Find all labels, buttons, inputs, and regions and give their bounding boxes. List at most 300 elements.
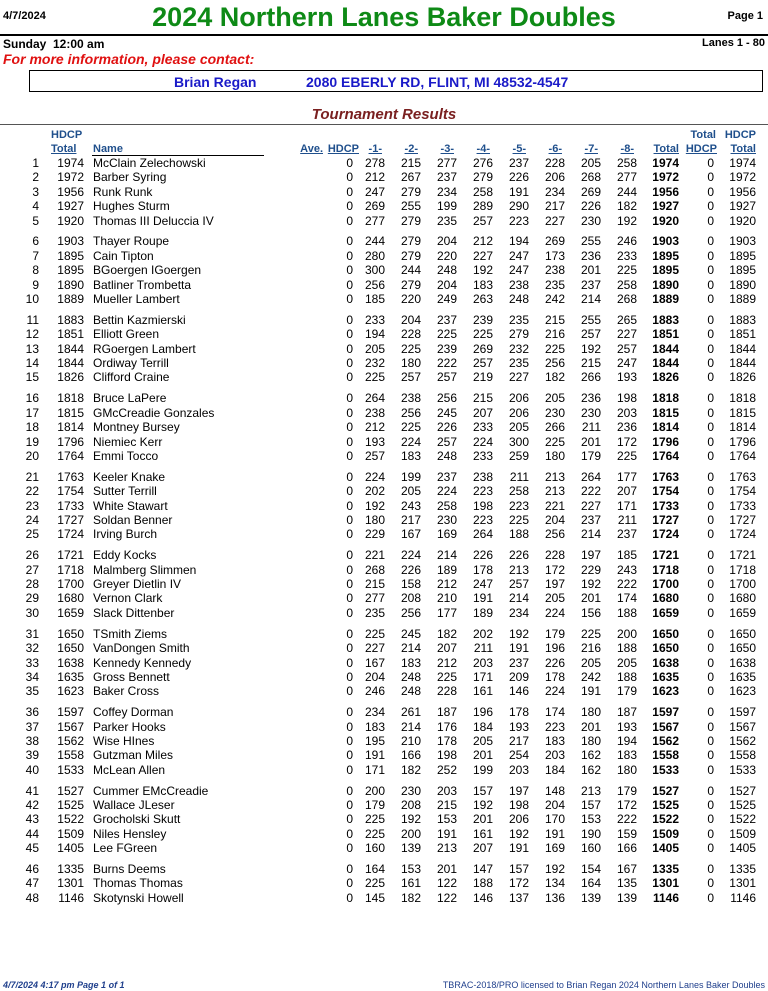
cell-game-8: 179	[616, 684, 637, 699]
cell-game-4: 223	[472, 512, 493, 527]
cell-game-4: 211	[473, 641, 493, 656]
cell-game-6: 228	[544, 156, 565, 170]
cell-game-5: 232	[508, 341, 529, 356]
cell-team-name: Slack Dittenber	[93, 605, 175, 620]
cell-hdcp-total-final: 1659	[729, 605, 756, 620]
cell-game-7: 201	[580, 434, 601, 449]
cell-total: 1889	[652, 292, 679, 307]
cell-game-8: 193	[616, 370, 637, 385]
cell-hdcp-total: 1844	[57, 356, 84, 371]
table-row	[0, 763, 768, 777]
cell-hdcp-total: 1844	[57, 341, 84, 356]
col-hdcp: HDCP	[327, 143, 359, 155]
cell-hdcp-total-final: 1522	[729, 812, 756, 827]
cell-team-name: TSmith Ziems	[93, 626, 168, 641]
cell-game-4: 188	[472, 876, 493, 891]
cell-game-3: 248	[436, 448, 457, 463]
cell-game-1: 179	[364, 798, 385, 813]
cell-game-8: 166	[616, 841, 637, 856]
table-row	[0, 720, 768, 734]
cell-game-7: 213	[580, 783, 601, 798]
cell-team-name: Batliner Trombetta	[93, 277, 192, 292]
cell-rank: 8	[32, 263, 39, 278]
cell-game-1: 233	[364, 312, 385, 327]
cell-rank: 23	[25, 498, 39, 513]
cell-game-3: 212	[436, 655, 457, 670]
table-row	[0, 798, 768, 812]
table-row	[0, 342, 768, 356]
cell-hdcp-total: 1754	[57, 484, 84, 499]
lanes-range: Lanes 1 - 80	[702, 37, 765, 49]
cell-game-6: 180	[544, 448, 565, 463]
cell-hdcp-total: 1724	[57, 527, 84, 542]
cell-game-6: 228	[544, 548, 565, 563]
cell-game-1: 195	[364, 733, 385, 748]
cell-game-4: 202	[472, 626, 493, 641]
cell-game-8: 225	[616, 263, 637, 278]
cell-total: 1796	[652, 434, 679, 449]
cell-game-4: 238	[472, 469, 493, 484]
cell-game-7: 269	[580, 184, 601, 199]
table-row	[0, 734, 768, 748]
col-game-8: -8-	[620, 143, 634, 155]
cell-game-7: 268	[580, 170, 601, 185]
cell-team-name: Wallace JLeser	[93, 798, 175, 813]
cell-game-1: 247	[364, 184, 385, 199]
col-total-hdcp: HDCP	[685, 143, 717, 155]
cell-game-7: 162	[580, 748, 601, 763]
cell-total-hdcp: 0	[707, 548, 714, 563]
cell-game-6: 224	[544, 684, 565, 699]
cell-game-1: 215	[364, 577, 385, 592]
cell-hdcp-total-final: 1635	[729, 669, 756, 684]
cell-game-6: 205	[544, 591, 565, 606]
cell-hdcp-total-final: 1718	[729, 562, 756, 577]
cell-game-5: 191	[508, 641, 529, 656]
cell-hdcp-total: 1562	[57, 733, 84, 748]
cell-game-4: 215	[472, 391, 493, 406]
cell-hdcp-total: 1814	[57, 420, 84, 435]
cell-team-name: Montney Bursey	[93, 420, 180, 435]
cell-game-2: 153	[400, 862, 421, 877]
cell-game-8: 192	[616, 213, 637, 228]
cell-rank: 17	[25, 405, 39, 420]
cell-hdcp: 0	[346, 391, 353, 406]
cell-rank: 26	[25, 548, 39, 563]
cell-hdcp-total: 1972	[57, 170, 84, 185]
cell-hdcp-total-final: 1721	[729, 548, 756, 563]
col-hdcp-total: Total	[51, 143, 77, 155]
cell-rank: 16	[25, 391, 39, 406]
cell-hdcp: 0	[346, 420, 353, 435]
cell-hdcp-total-final: 1533	[729, 762, 756, 777]
cell-game-8: 177	[616, 469, 637, 484]
cell-total-hdcp: 0	[707, 605, 714, 620]
cell-game-1: 300	[364, 263, 385, 278]
table-row	[0, 606, 768, 620]
cell-hdcp-total-final: 1650	[729, 626, 756, 641]
cell-game-3: 177	[436, 605, 457, 620]
col-hdcp-total2: Total	[730, 143, 756, 155]
page-number: Page 1	[727, 10, 763, 22]
cell-rank: 38	[25, 733, 39, 748]
cell-rank: 48	[25, 890, 39, 905]
cell-game-5: 235	[508, 312, 529, 327]
cell-hdcp: 0	[346, 512, 353, 527]
cell-hdcp: 0	[346, 705, 353, 720]
cell-game-7: 154	[580, 862, 601, 877]
cell-game-8: 185	[616, 548, 637, 563]
cell-game-8: 222	[616, 577, 637, 592]
cell-game-3: 249	[436, 292, 457, 307]
cell-game-7: 201	[580, 263, 601, 278]
cell-game-3: 225	[436, 669, 457, 684]
cell-game-4: 171	[472, 669, 493, 684]
cell-game-2: 244	[400, 263, 421, 278]
cell-game-2: 183	[400, 655, 421, 670]
cell-total: 1650	[652, 626, 679, 641]
cell-hdcp: 0	[346, 684, 353, 699]
cell-game-6: 184	[544, 762, 565, 777]
cell-game-7: 192	[580, 341, 601, 356]
cell-game-6: 215	[544, 312, 565, 327]
cell-hdcp-total: 1974	[57, 156, 84, 170]
cell-total-hdcp: 0	[707, 762, 714, 777]
cell-hdcp-total: 1525	[57, 798, 84, 813]
cell-game-8: 244	[616, 184, 637, 199]
cell-game-7: 164	[580, 876, 601, 891]
cell-game-1: 167	[364, 655, 385, 670]
cell-game-4: 191	[472, 591, 493, 606]
cell-team-name: Vernon Clark	[93, 591, 163, 606]
cell-team-name: Coffey Dorman	[93, 705, 174, 720]
cell-hdcp: 0	[346, 327, 353, 342]
table-row	[0, 406, 768, 420]
cell-game-5: 198	[508, 798, 529, 813]
cell-team-name: Emmi Tocco	[93, 448, 159, 463]
cell-total: 1718	[652, 562, 679, 577]
cell-game-1: 171	[364, 762, 385, 777]
table-row	[0, 356, 768, 370]
cell-game-1: 238	[364, 405, 385, 420]
cell-game-1: 191	[364, 748, 385, 763]
cell-hdcp-total-final: 1903	[729, 234, 756, 249]
cell-game-2: 257	[400, 370, 421, 385]
cell-total: 1920	[652, 213, 679, 228]
cell-game-6: 226	[544, 655, 565, 670]
report-time: 12:00 am	[53, 37, 105, 51]
table-row	[0, 812, 768, 826]
cell-game-6: 223	[544, 719, 565, 734]
cell-game-1: 212	[364, 420, 385, 435]
cell-total: 1851	[652, 327, 679, 342]
cell-team-name: GMcCreadie Gonzales	[93, 405, 215, 420]
cell-game-2: 199	[400, 469, 421, 484]
cell-game-1: 192	[364, 498, 385, 513]
cell-game-3: 257	[436, 434, 457, 449]
cell-total: 1974	[652, 156, 679, 170]
cell-game-2: 238	[400, 391, 421, 406]
cell-rank: 47	[25, 876, 39, 891]
cell-game-2: 225	[400, 341, 421, 356]
cell-game-1: 164	[364, 862, 385, 877]
cell-total-hdcp: 0	[707, 405, 714, 420]
cell-hdcp-total-final: 1623	[729, 684, 756, 699]
cell-game-7: 264	[580, 469, 601, 484]
cell-total-hdcp: 0	[707, 733, 714, 748]
cell-total: 1721	[652, 548, 679, 563]
cell-game-7: 214	[580, 292, 601, 307]
cell-hdcp: 0	[346, 876, 353, 891]
cell-rank: 15	[25, 370, 39, 385]
cell-rank: 24	[25, 512, 39, 527]
cell-game-3: 245	[436, 405, 457, 420]
cell-game-6: 221	[544, 498, 565, 513]
cell-total-hdcp: 0	[707, 312, 714, 327]
cell-game-3: 277	[436, 156, 457, 170]
table-row	[0, 249, 768, 263]
cell-game-6: 170	[544, 812, 565, 827]
cell-game-7: 211	[581, 420, 601, 435]
table-row	[0, 841, 768, 855]
cell-game-1: 277	[364, 213, 385, 228]
cell-game-6: 224	[544, 605, 565, 620]
cell-game-8: 265	[616, 312, 637, 327]
cell-game-7: 180	[580, 705, 601, 720]
cell-game-2: 279	[400, 277, 421, 292]
cell-game-5: 257	[508, 577, 529, 592]
cell-total: 1844	[652, 341, 679, 356]
cell-game-2: 256	[400, 605, 421, 620]
cell-game-1: 280	[364, 248, 385, 263]
cell-hdcp-total-final: 1558	[729, 748, 756, 763]
cell-hdcp: 0	[346, 655, 353, 670]
cell-rank: 29	[25, 591, 39, 606]
cell-hdcp-total: 1826	[57, 370, 84, 385]
cell-hdcp-total: 1567	[57, 719, 84, 734]
cell-game-8: 246	[616, 234, 637, 249]
cell-game-5: 258	[508, 484, 529, 499]
cell-hdcp: 0	[346, 469, 353, 484]
cell-game-4: 207	[472, 405, 493, 420]
cell-game-4: 192	[472, 263, 493, 278]
col-game-7: -7-	[584, 143, 598, 155]
cell-hdcp-total-final: 1844	[729, 356, 756, 371]
cell-game-3: 248	[436, 263, 457, 278]
table-row	[0, 214, 768, 228]
cell-game-1: 225	[364, 626, 385, 641]
cell-team-name: Barber Syring	[93, 170, 167, 185]
cell-game-1: 256	[364, 277, 385, 292]
cell-game-5: 217	[508, 733, 529, 748]
cell-rank: 33	[25, 655, 39, 670]
cell-game-7: 201	[580, 719, 601, 734]
cell-hdcp-total-final: 1405	[729, 841, 756, 856]
cell-game-4: 201	[472, 748, 493, 763]
cell-game-4: 147	[472, 862, 493, 877]
cell-hdcp-total-final: 1920	[729, 213, 756, 228]
cell-hdcp: 0	[346, 812, 353, 827]
cell-game-3: 210	[436, 591, 457, 606]
cell-game-4: 205	[472, 733, 493, 748]
cell-rank: 44	[25, 826, 39, 841]
cell-total: 1927	[652, 199, 679, 214]
table-row	[0, 548, 768, 562]
cell-total: 1301	[652, 876, 679, 891]
table-row	[0, 263, 768, 277]
table-row	[0, 591, 768, 605]
cell-rank: 20	[25, 448, 39, 463]
table-row	[0, 234, 768, 248]
cell-game-7: 255	[580, 312, 601, 327]
cell-game-3: 234	[436, 184, 457, 199]
cell-game-5: 290	[508, 199, 529, 214]
cell-game-4: 146	[472, 890, 493, 905]
cell-game-4: 161	[472, 684, 493, 699]
cell-hdcp-total: 1650	[57, 626, 84, 641]
cell-hdcp: 0	[346, 826, 353, 841]
cell-game-2: 224	[400, 548, 421, 563]
cell-game-6: 225	[544, 434, 565, 449]
cell-total-hdcp: 0	[707, 391, 714, 406]
cell-total: 1818	[652, 391, 679, 406]
cell-game-4: 178	[472, 562, 493, 577]
cell-hdcp-total-final: 1851	[729, 327, 756, 342]
cell-rank: 1	[32, 156, 39, 170]
cell-hdcp: 0	[346, 341, 353, 356]
cell-total: 1895	[652, 248, 679, 263]
cell-rank: 28	[25, 577, 39, 592]
cell-game-2: 205	[400, 484, 421, 499]
cell-game-7: 222	[580, 484, 601, 499]
cell-team-name: White Stawart	[93, 498, 168, 513]
cell-game-2: 161	[400, 876, 421, 891]
cell-game-3: 169	[436, 527, 457, 542]
cell-total-hdcp: 0	[707, 783, 714, 798]
cell-game-6: 217	[544, 199, 565, 214]
cell-total-hdcp: 0	[707, 841, 714, 856]
cell-game-8: 268	[616, 292, 637, 307]
cell-hdcp: 0	[346, 484, 353, 499]
cell-game-1: 212	[364, 170, 385, 185]
cell-team-name: Baker Cross	[93, 684, 160, 699]
cell-total-hdcp: 0	[707, 641, 714, 656]
cell-hdcp-total-final: 1700	[729, 577, 756, 592]
cell-game-7: 192	[580, 577, 601, 592]
cell-game-2: 208	[400, 591, 421, 606]
cell-hdcp-total: 1405	[57, 841, 84, 856]
cell-game-8: 258	[616, 156, 637, 170]
table-row	[0, 420, 768, 434]
cell-game-5: 279	[508, 327, 529, 342]
table-row	[0, 499, 768, 513]
cell-hdcp-total-final: 1567	[729, 719, 756, 734]
cell-team-name: McClain Zelechowski	[93, 156, 206, 170]
cell-hdcp: 0	[346, 170, 353, 185]
cell-hdcp-total: 1659	[57, 605, 84, 620]
cell-hdcp-total-final: 1814	[729, 420, 756, 435]
cell-game-3: 176	[436, 719, 457, 734]
cell-hdcp-total-final: 1844	[729, 341, 756, 356]
cell-hdcp: 0	[346, 890, 353, 905]
cell-game-6: 136	[544, 890, 565, 905]
cell-game-8: 227	[616, 327, 637, 342]
cell-hdcp-total-final: 1146	[730, 890, 756, 905]
cell-game-8: 172	[616, 434, 637, 449]
cell-game-3: 153	[436, 812, 457, 827]
cell-game-7: 153	[580, 812, 601, 827]
cell-hdcp-total: 1727	[57, 512, 84, 527]
cell-game-4: 196	[472, 705, 493, 720]
cell-hdcp-total: 1533	[57, 762, 84, 777]
cell-game-2: 182	[400, 762, 421, 777]
cell-game-1: 277	[364, 591, 385, 606]
cell-hdcp: 0	[346, 719, 353, 734]
cell-hdcp-total: 1927	[57, 199, 84, 214]
cell-total-hdcp: 0	[707, 356, 714, 371]
cell-game-7: 139	[580, 890, 601, 905]
cell-game-3: 220	[436, 248, 457, 263]
cell-hdcp-total-final: 1826	[729, 370, 756, 385]
cell-team-name: Bruce LaPere	[93, 391, 167, 406]
cell-game-2: 279	[400, 213, 421, 228]
table-row	[0, 862, 768, 876]
cell-game-4: 269	[472, 341, 493, 356]
cell-game-5: 237	[508, 156, 529, 170]
cell-game-5: 248	[508, 292, 529, 307]
cell-team-name: Thayer Roupe	[93, 234, 170, 249]
cell-hdcp: 0	[346, 199, 353, 214]
cell-game-3: 213	[436, 841, 457, 856]
cell-hdcp: 0	[346, 798, 353, 813]
cell-game-5: 254	[508, 748, 529, 763]
cell-team-name: Runk Runk	[93, 184, 153, 199]
table-row	[0, 527, 768, 541]
cell-team-name: VanDongen Smith	[93, 641, 190, 656]
cell-game-4: 223	[472, 484, 493, 499]
cell-game-6: 173	[544, 248, 565, 263]
cell-hdcp-total-final: 1680	[729, 591, 756, 606]
cell-hdcp-total-final: 1724	[729, 527, 756, 542]
cell-hdcp-total: 1956	[57, 184, 84, 199]
report-date: 4/7/2024	[3, 10, 46, 22]
cell-hdcp-total-final: 1883	[729, 312, 756, 327]
cell-game-6: 197	[544, 577, 565, 592]
cell-game-8: 237	[616, 527, 637, 542]
cell-game-3: 230	[436, 512, 457, 527]
cell-game-7: 229	[580, 562, 601, 577]
table-row	[0, 449, 768, 463]
cell-game-8: 188	[616, 641, 637, 656]
cell-game-5: 205	[508, 420, 529, 435]
cell-hdcp: 0	[346, 605, 353, 620]
cell-hdcp: 0	[346, 312, 353, 327]
cell-game-8: 200	[616, 626, 637, 641]
cell-game-8: 203	[616, 405, 637, 420]
cell-game-2: 224	[400, 434, 421, 449]
table-row	[0, 156, 768, 170]
cell-game-6: 227	[544, 213, 565, 228]
cell-total: 1883	[652, 312, 679, 327]
table-row	[0, 670, 768, 684]
cell-total-hdcp: 0	[707, 748, 714, 763]
cell-game-1: 269	[364, 199, 385, 214]
cell-game-8: 193	[616, 719, 637, 734]
cell-game-7: 242	[580, 669, 601, 684]
cell-game-7: 237	[580, 277, 601, 292]
cell-game-2: 183	[400, 448, 421, 463]
cell-game-4: 257	[472, 356, 493, 371]
